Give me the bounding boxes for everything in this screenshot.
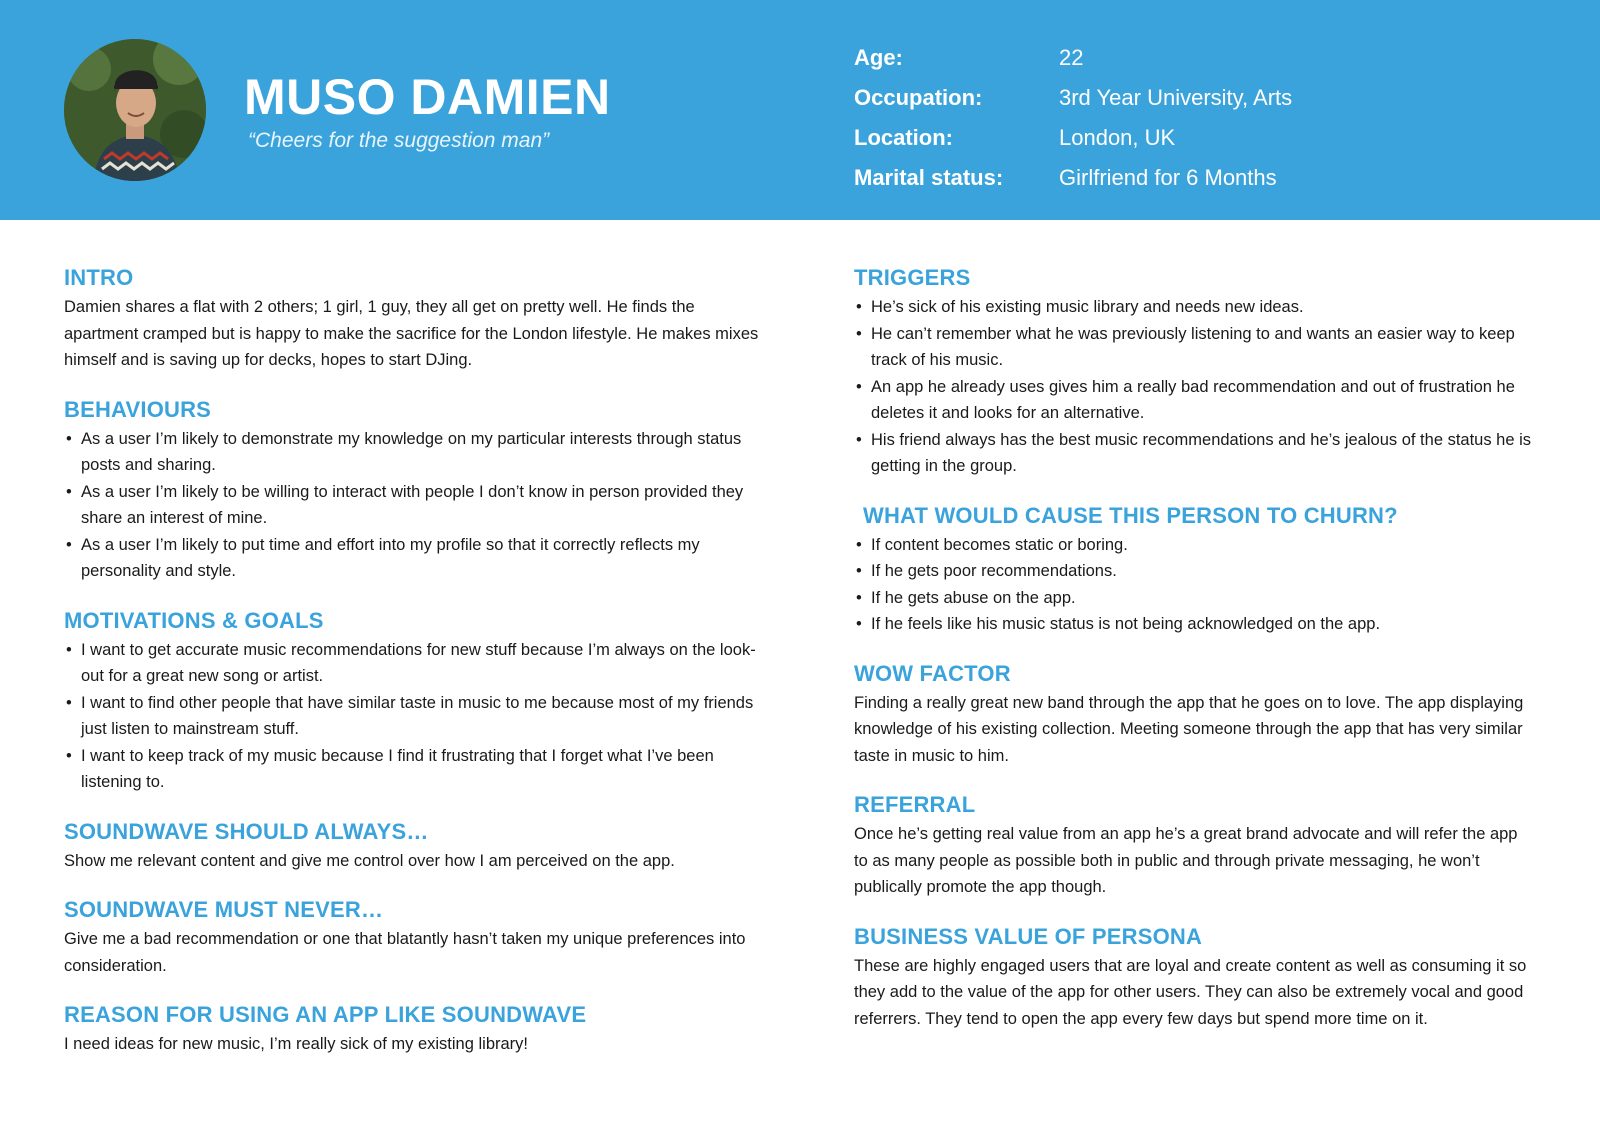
persona-facts — [854, 38, 1292, 198]
section-text: Damien shares a flat with 2 others; 1 girl, 1 guy, they all get on pretty well. He finds the apartment cramped but is happy to make the sacrifice for the London lifestyle. He makes mixes himself and is saving up for decks, hopes to start DJing. — [64, 298, 759, 369]
section-motivations-goals — [64, 607, 764, 796]
section-text: I need ideas for new music, I’m really sick of my existing library! — [64, 1035, 528, 1053]
list-item: • As a user I’m likely to be willing to interact with people I don’t know in person provided they share an interest of mine. — [64, 479, 764, 532]
list-item: • He can’t remember what he was previously listening to and wants an easier way to keep track of his music. — [854, 321, 1534, 374]
fact-label: Age: — [854, 45, 903, 70]
fact-value: Girlfriend for 6 Months — [1059, 165, 1277, 190]
persona-name: MUSO DAMIEN — [244, 69, 611, 125]
section-title: WHAT WOULD CAUSE THIS PERSON TO CHURN? — [863, 502, 1398, 528]
fact-value: 3rd Year University, Arts — [1059, 85, 1293, 110]
section-title: SOUNDWAVE SHOULD ALWAYS… — [64, 818, 429, 844]
section-should-always — [64, 818, 764, 875]
list-item: • As a user I’m likely to demonstrate my knowledge on my particular interests through status posts and sharing. — [64, 426, 764, 479]
section-title: INTRO — [64, 265, 134, 290]
section-referral — [854, 791, 1534, 901]
fact-row-location — [854, 118, 1292, 158]
list-item: • If content becomes static or boring. — [854, 532, 1534, 559]
list-item: • If he gets poor recommendations. — [854, 558, 1534, 585]
section-title: MOTIVATIONS & GOALS — [64, 607, 324, 633]
section-must-never — [64, 896, 764, 979]
section-title: REASON FOR USING AN APP LIKE SOUNDWAVE — [64, 1002, 587, 1027]
person-portrait-icon — [64, 39, 206, 181]
section-triggers — [854, 264, 1534, 480]
fact-value: 22 — [1059, 45, 1084, 70]
left-column — [64, 264, 764, 1080]
fact-label: Location: — [854, 125, 953, 150]
bullet-list — [64, 637, 764, 796]
list-item: • An app he already uses gives him a really bad recommendation and out of frustration he deletes it and looks for an alternative. — [854, 374, 1534, 427]
list-item: • I want to get accurate music recommendations for new stuff because I’m always on the look-out for a great new song or artist. — [64, 637, 764, 690]
bullet-list — [64, 426, 764, 585]
fact-row-marital-status — [854, 158, 1292, 198]
fact-label: Marital status: — [854, 165, 1004, 190]
list-item: • His friend always has the best music recommendations and he’s jealous of the status he is getting in the group. — [854, 427, 1534, 480]
section-title: BUSINESS VALUE OF PERSONA — [854, 923, 1203, 949]
section-title: REFERRAL — [854, 792, 976, 817]
list-item: • He’s sick of his existing music library and needs new ideas. — [854, 294, 1534, 321]
fact-label: Occupation: — [854, 85, 983, 110]
bullet-list — [854, 532, 1534, 638]
fact-row-age — [854, 38, 1292, 78]
list-item: • As a user I’m likely to put time and effort into my profile so that it correctly reflects my personality and style. — [64, 532, 764, 585]
list-item: • If he gets abuse on the app. — [854, 585, 1534, 612]
section-title: BEHAVIOURS — [64, 396, 212, 422]
section-wow-factor — [854, 660, 1534, 770]
list-item: • I want to find other people that have similar taste in music to me because most of my friends just listen to mainstream stuff. — [64, 690, 764, 743]
section-text: These are highly engaged users that are loyal and create content as well as consuming it so they add to the value of the app for other users. They can also be extremely vocal and good referrers. They tend to open the app every few days but spend more time on it. — [854, 956, 1527, 1028]
section-text: Once he’s getting real value from an app he’s a great brand advocate and will refer the app to as many people as possible both in public and through private messaging, he won’t publically promote the app though. — [854, 825, 1518, 896]
section-churn — [854, 502, 1534, 638]
section-reason — [64, 1001, 764, 1058]
section-text: Finding a really great new band through the app that he goes on to love. The app displaying knowledge of his existing collection. Meeting someone through the app that has very similar taste in music to him. — [854, 693, 1524, 765]
section-behaviours — [64, 396, 764, 585]
section-title: TRIGGERS — [854, 265, 971, 290]
section-title: WOW FACTOR — [854, 660, 1011, 686]
list-item: • I want to keep track of my music because I find it frustrating that I forget what I’ve been listening to. — [64, 743, 764, 796]
section-business-value — [854, 923, 1534, 1033]
section-intro — [64, 264, 764, 374]
list-item: • If he feels like his music status is not being acknowledged on the app. — [854, 611, 1534, 638]
section-title: SOUNDWAVE MUST NEVER… — [64, 897, 384, 922]
fact-row-occupation — [854, 78, 1292, 118]
right-column — [854, 264, 1534, 1054]
bullet-list — [854, 294, 1534, 480]
persona-header — [0, 0, 1600, 220]
fact-value: London, UK — [1059, 125, 1176, 150]
section-text: Give me a bad recommendation or one that blatantly hasn’t taken my unique preferences into consideration. — [64, 930, 746, 975]
section-text: Show me relevant content and give me control over how I am perceived on the app. — [64, 851, 675, 870]
persona-quote: “Cheers for the suggestion man” — [248, 129, 550, 152]
